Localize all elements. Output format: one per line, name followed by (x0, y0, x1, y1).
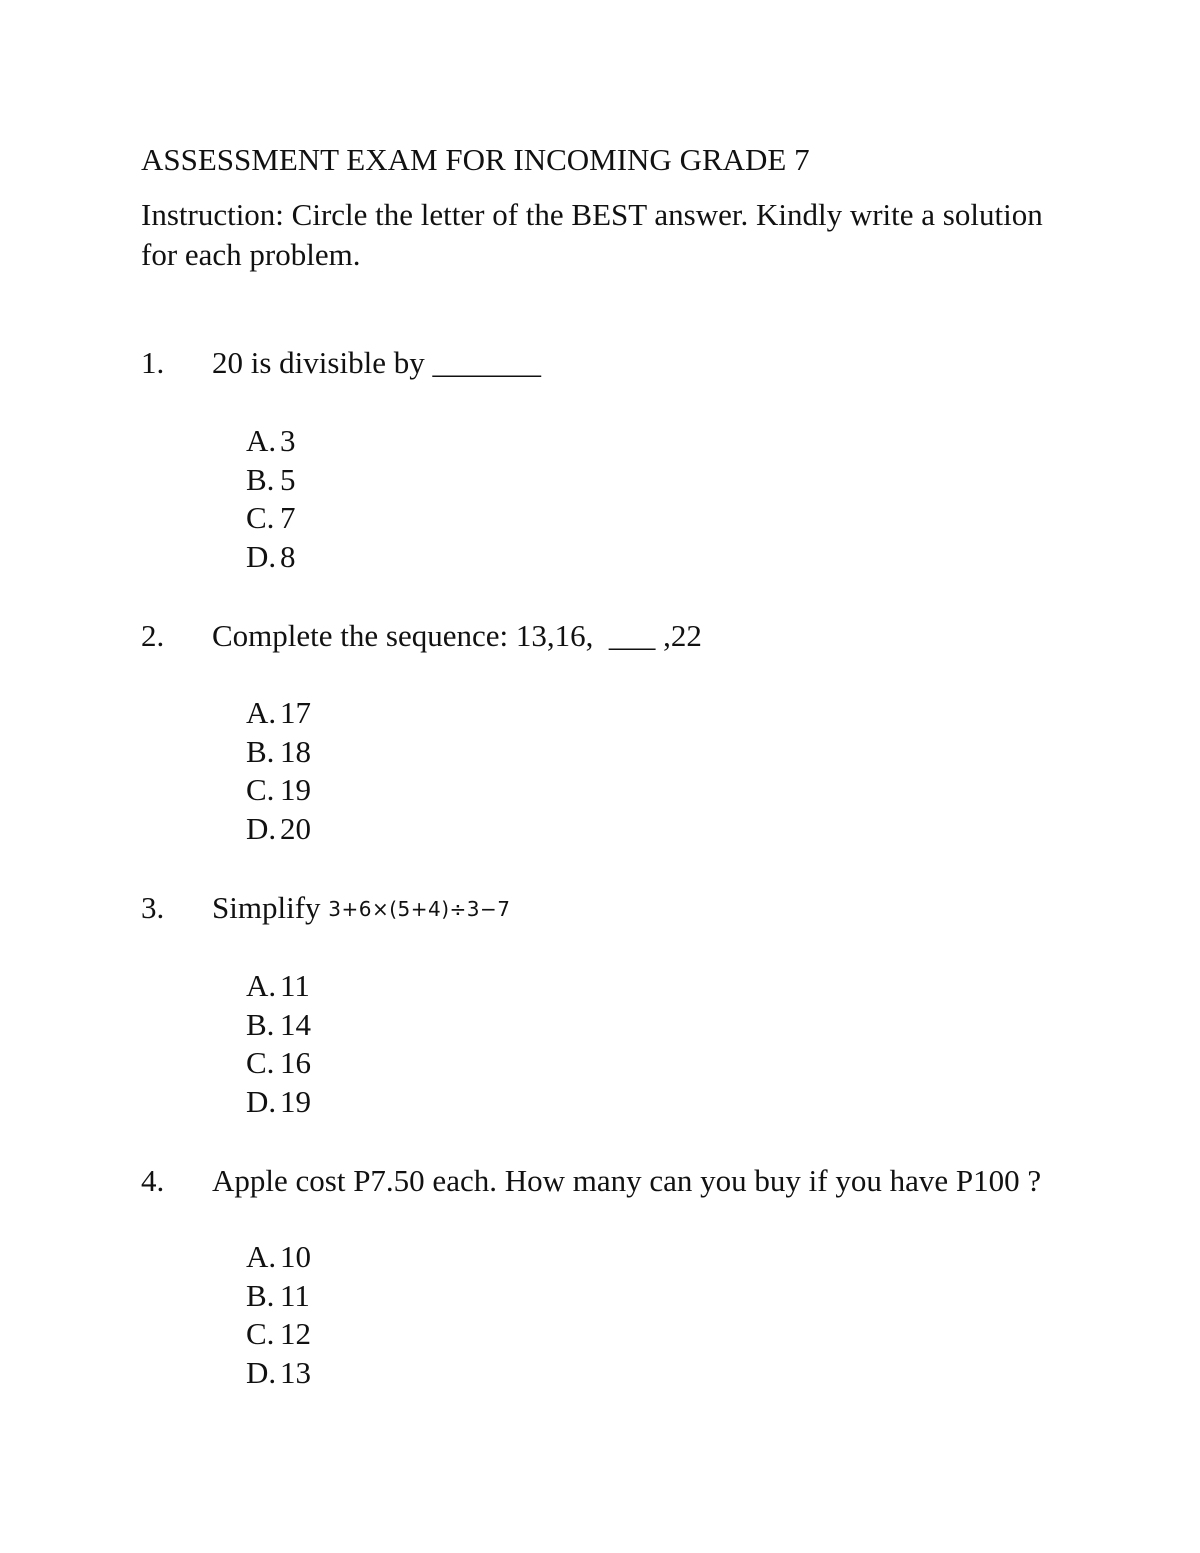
option-value: 16 (280, 1045, 311, 1081)
option-a[interactable] (246, 1238, 311, 1277)
answer-options-3 (246, 967, 311, 1122)
option-letter: C. (246, 772, 275, 808)
option-value: 14 (280, 1006, 311, 1042)
option-d[interactable] (246, 1354, 311, 1393)
option-value: 19 (280, 772, 311, 808)
option-a[interactable] (246, 967, 311, 1006)
option-letter: D. (246, 1355, 277, 1391)
question-text: Simplify 3+6×(5+4)÷3−7 (212, 890, 511, 925)
option-c[interactable] (246, 499, 296, 538)
option-d[interactable] (246, 810, 311, 849)
option-letter: B. (246, 461, 275, 497)
option-b[interactable] (246, 733, 311, 772)
answer-options-4 (246, 1238, 311, 1393)
instruction-text: Instruction: Circle the letter of the BEST answer. Kindly write a solution for each problem. (141, 197, 1043, 272)
option-value: 7 (280, 500, 296, 536)
option-value: 11 (280, 968, 310, 1003)
answer-options-2 (246, 694, 311, 849)
option-b[interactable] (246, 1006, 311, 1045)
question-number: 3. (141, 890, 165, 925)
option-letter: A. (246, 695, 277, 730)
option-letter: A. (246, 423, 277, 458)
option-d[interactable] (246, 538, 296, 577)
option-c[interactable] (246, 1044, 311, 1083)
option-c[interactable] (246, 1315, 311, 1354)
option-letter: D. (246, 811, 277, 847)
option-value: 17 (280, 695, 311, 730)
option-letter: A. (246, 968, 277, 1003)
page-title: ASSESSMENT EXAM FOR INCOMING GRADE 7 (141, 142, 810, 177)
question-number: 1. (141, 345, 165, 380)
option-letter: B. (246, 733, 275, 769)
option-value: 5 (280, 461, 296, 497)
question-number: 4. (141, 1163, 165, 1198)
option-value: 20 (280, 811, 311, 847)
option-letter: D. (246, 539, 277, 575)
question-number: 2. (141, 618, 165, 653)
option-value: 11 (280, 1277, 310, 1313)
question-text: 20 is divisible by _______ (212, 345, 541, 380)
option-letter: C. (246, 1316, 275, 1352)
option-c[interactable] (246, 771, 311, 810)
option-a[interactable] (246, 694, 311, 733)
option-letter: A. (246, 1239, 277, 1274)
option-b[interactable] (246, 461, 296, 500)
option-d[interactable] (246, 1083, 311, 1122)
option-value: 19 (280, 1084, 311, 1120)
option-value: 10 (280, 1239, 311, 1274)
option-letter: B. (246, 1006, 275, 1042)
option-letter: D. (246, 1084, 277, 1120)
option-letter: B. (246, 1277, 275, 1313)
option-value: 18 (280, 733, 311, 769)
option-letter: C. (246, 500, 275, 536)
option-b[interactable] (246, 1277, 311, 1316)
option-value: 13 (280, 1355, 311, 1391)
question-text: Complete the sequence: 13,16, ___ ,22 (212, 618, 702, 653)
question-text: Apple cost P7.50 each. How many can you buy if you have P100 ? (212, 1163, 1042, 1198)
option-value: 12 (280, 1316, 311, 1352)
math-expression: 3+6×(5+4)÷3−7 (328, 897, 511, 921)
option-letter: C. (246, 1045, 275, 1081)
option-a[interactable] (246, 422, 296, 461)
option-value: 8 (280, 539, 296, 575)
answer-options-1 (246, 422, 296, 577)
option-value: 3 (280, 423, 296, 458)
